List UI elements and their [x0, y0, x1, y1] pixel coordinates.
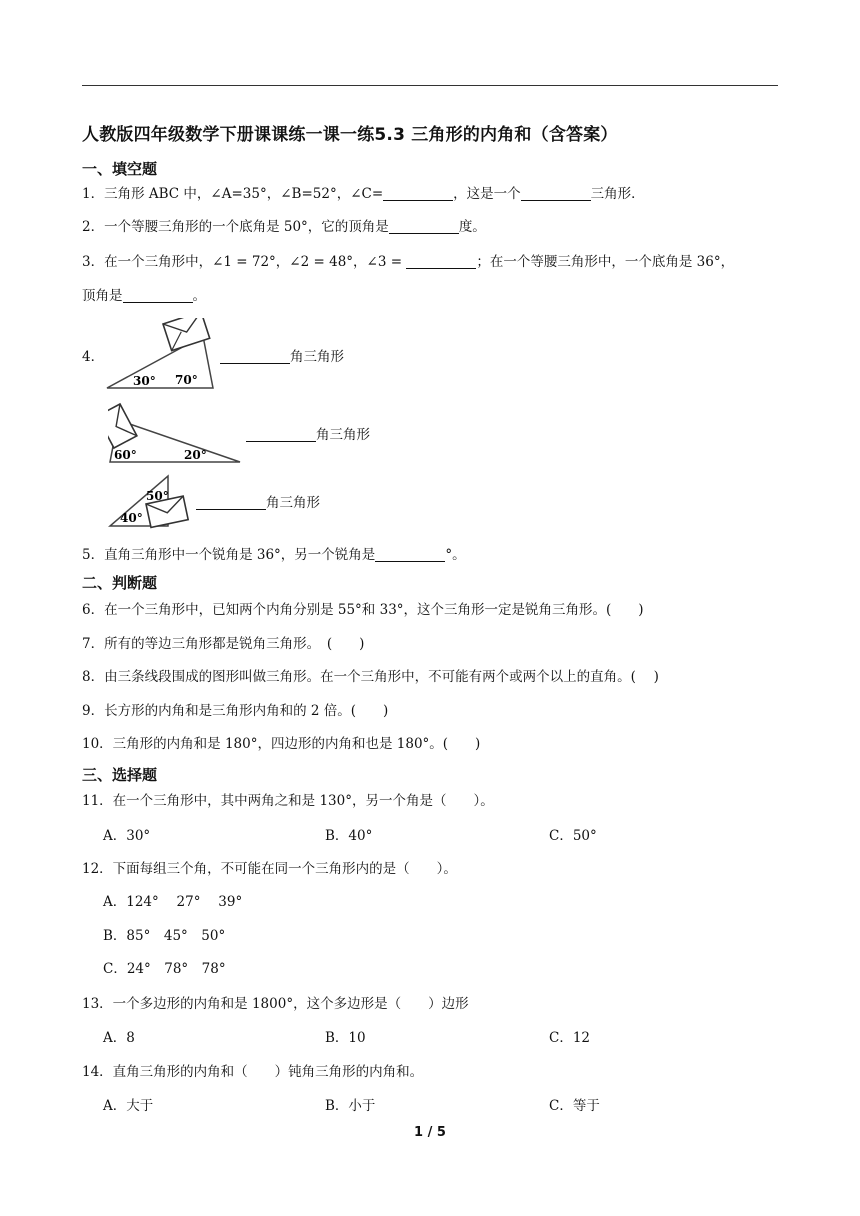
option-b[interactable]: B．10	[325, 1030, 366, 1046]
envelope-icon	[108, 404, 137, 448]
q4-blank-1	[220, 347, 344, 367]
answer-blank[interactable]	[389, 219, 459, 234]
q4-blank-2	[246, 425, 370, 445]
q3-text-d: 。	[192, 288, 206, 304]
question-7: 7．所有的等边三角形都是锐角三角形。 ( )	[82, 636, 365, 652]
q2-text-a: 2．一个等腰三角形的一个底角是 50°，它的顶角是	[82, 219, 389, 235]
answer-blank[interactable]	[521, 186, 591, 201]
question-1	[82, 184, 645, 204]
triangle-figure-3	[108, 474, 193, 532]
section-choice-heading: 三、选择题	[82, 766, 158, 784]
question-14: 14．直角三角形的内角和（ ）钝角三角形的内角和。	[82, 1064, 424, 1080]
question-2	[82, 217, 486, 237]
q3-text-c: 顶角是	[82, 288, 123, 304]
angle-label: 70°	[175, 373, 198, 387]
question-3-cont	[82, 286, 206, 306]
q3-text-b: ；在一个等腰三角形中，一个底角是 36°，	[476, 254, 735, 270]
section-fill-heading: 一、填空题	[82, 160, 158, 178]
option-b[interactable]: B．40°	[325, 828, 373, 844]
question-11: 11．在一个三角形中，其中两角之和是 130°，另一个角是（ ）。	[82, 793, 494, 809]
answer-blank[interactable]	[406, 254, 476, 269]
q4-suffix: 角三角形	[290, 349, 344, 365]
question-3	[82, 252, 734, 272]
option-c[interactable]: C．24° 78° 78°	[103, 961, 226, 977]
q5-text-a: 5．直角三角形中一个锐角是 36°，另一个锐角是	[82, 547, 376, 563]
answer-blank[interactable]	[220, 349, 290, 364]
option-b[interactable]: B．85° 45° 50°	[103, 928, 226, 944]
angle-label: 20°	[184, 448, 207, 462]
q2-text-b: 度。	[458, 219, 486, 235]
option-a[interactable]: A．30°	[103, 828, 151, 844]
question-5	[82, 545, 466, 565]
option-a[interactable]: A．8	[103, 1030, 135, 1046]
question-6: 6．在一个三角形中，已知两个内角分别是 55°和 33°，这个三角形一定是锐角三角形。( )	[82, 602, 644, 618]
angle-label: 40°	[120, 511, 143, 525]
triangle-figure-2	[108, 402, 243, 464]
option-a[interactable]: A．大于	[103, 1098, 154, 1114]
q4-blank-3	[196, 493, 320, 513]
option-b[interactable]: B．小于	[325, 1098, 376, 1114]
question-12: 12．下面每组三个角，不可能在同一个三角形内的是（ ）。	[82, 861, 457, 877]
q1-text-c: 三角形．	[590, 186, 645, 202]
angle-label: 60°	[114, 448, 137, 462]
q4-suffix: 角三角形	[266, 495, 320, 511]
q4-suffix: 角三角形	[316, 427, 370, 443]
answer-blank[interactable]	[246, 427, 316, 442]
answer-blank[interactable]	[123, 288, 193, 303]
answer-blank[interactable]	[383, 186, 453, 201]
question-10: 10．三角形的内角和是 180°，四边形的内角和也是 180°。( )	[82, 736, 481, 752]
page-number: 1 / 5	[414, 1125, 446, 1140]
envelope-icon	[163, 318, 210, 351]
angle-label: 30°	[133, 374, 156, 388]
question-8: 8．由三条线段围成的图形叫做三角形。在一个三角形中，不可能有两个或两个以上的直角。( )	[82, 669, 659, 685]
q4-number: 4．	[82, 349, 105, 365]
answer-blank[interactable]	[196, 495, 266, 510]
header-rule	[82, 85, 778, 86]
q1-text-b: ，这是一个	[453, 186, 521, 202]
q1-text-a: 1．三角形 ABC 中，∠A=35°，∠B=52°，∠C=	[82, 186, 384, 202]
question-13: 13．一个多边形的内角和是 1800°，这个多边形是（ ）边形	[82, 996, 469, 1012]
section-judge-heading: 二、判断题	[82, 574, 158, 592]
option-c[interactable]: C．12	[549, 1030, 591, 1046]
answer-blank[interactable]	[375, 547, 445, 562]
question-9: 9．长方形的内角和是三角形内角和的 2 倍。( )	[82, 703, 389, 719]
q3-text-a: 3．在一个三角形中，∠1 = 72°，∠2 = 48°，∠3 =	[82, 254, 407, 270]
option-a[interactable]: A．124° 27° 39°	[103, 894, 243, 910]
q5-text-b: °。	[445, 547, 466, 563]
angle-label: 50°	[146, 489, 169, 503]
option-c[interactable]: C．50°	[549, 828, 597, 844]
triangle-figure-1	[105, 318, 220, 392]
option-c[interactable]: C．等于	[549, 1098, 600, 1114]
page-title: 人教版四年级数学下册课课练一课一练5.3 三角形的内角和（含答案）	[82, 125, 618, 145]
